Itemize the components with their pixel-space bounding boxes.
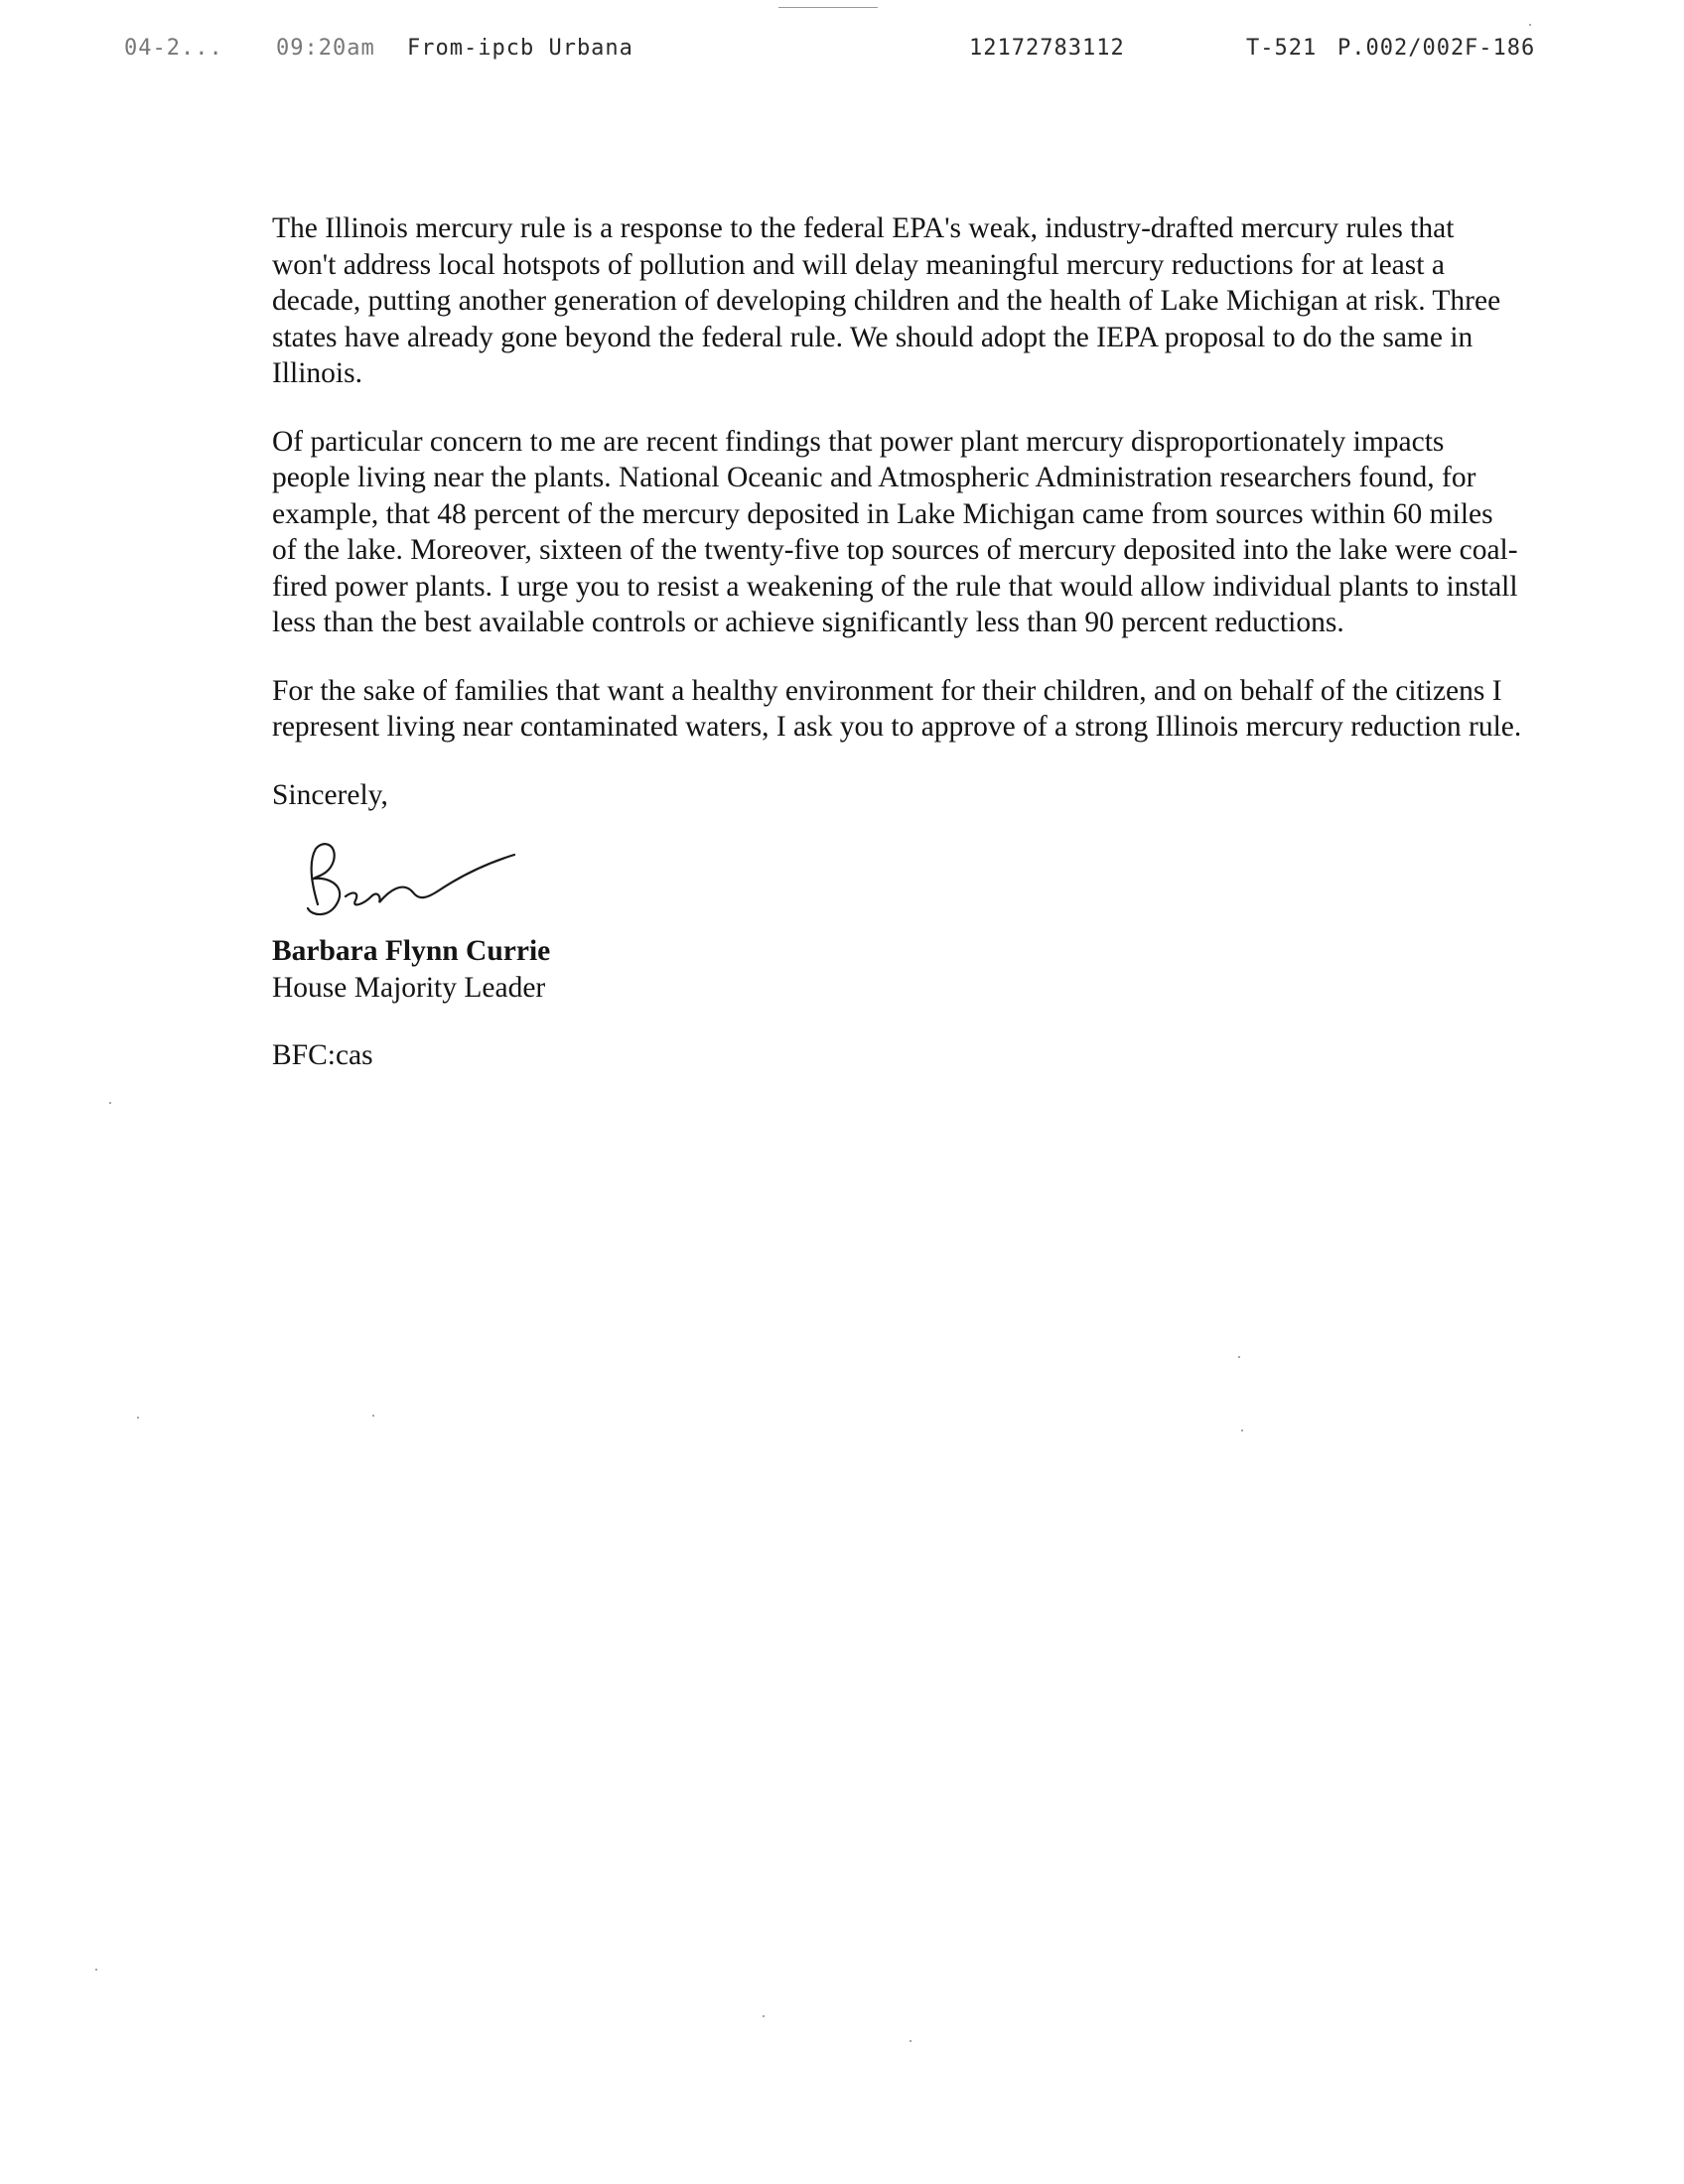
fax-transmission-number: T-521 [1246,36,1318,61]
letter-body [272,210,1523,1074]
fax-sender: From-ipcb Urbana [407,36,633,61]
letter-paragraph-1: The Illinois mercury rule is a response to the federal EPA's weak, industry-drafted mercury rules that won't address local hotspots of pollution and will delay meaningful mercury reductions for at least a decade, putting another generation of developing children and the health of Lake Michigan at risk. Three states have already gone beyond the federal rule. We should adopt the IEPA proposal to do the same in Illinois. [272,212,1501,389]
letter-paragraph-2: Of particular concern to me are recent findings that power plant mercury disproportionately impacts people living near the plants. National Oceanic and Atmospheric Administration researchers found, for example, that 48 percent of the mercury deposited in Lake Michigan came from sources within 60 miles of the lake. Moreover, sixteen of the twenty-five top sources of mercury deposited into the lake were coal-fired power plants. I urge you to resist a weakening of the rule that would allow individual plants to install less than the best available controls or achieve significantly less than 90 percent reductions. [272,425,1518,638]
scan-speck [1238,1356,1240,1358]
fax-page-count: P.002/002 [1337,36,1466,61]
fax-phone-number: 12172783112 [969,36,1125,61]
scan-speck [1529,24,1531,26]
scan-speck [763,2015,765,2017]
scan-speck [109,1102,111,1104]
signer-name: Barbara Flynn Currie [272,935,551,967]
letter-closing: Sincerely, [272,778,388,811]
scan-speck [372,1415,374,1417]
typist-initials: BFC:cas [272,1039,373,1071]
scan-speck [95,1969,97,1971]
fax-top-rule [778,7,878,8]
scan-speck [910,2040,912,2042]
fax-date: 04-2... [124,36,223,61]
fax-time: 09:20am [276,36,375,61]
fax-header [0,0,1684,79]
scan-speck [137,1417,139,1419]
fax-number: F-186 [1465,36,1536,61]
scan-speck [1241,1430,1243,1432]
signature-icon [294,835,522,929]
signer-title: House Majority Leader [272,971,546,1004]
letter-paragraph-3: For the sake of families that want a healthy environment for their children, and on behalf of the citizens I represent living near contaminated waters, I ask you to approve of a strong Illinois mercury reduction rule. [272,674,1522,743]
